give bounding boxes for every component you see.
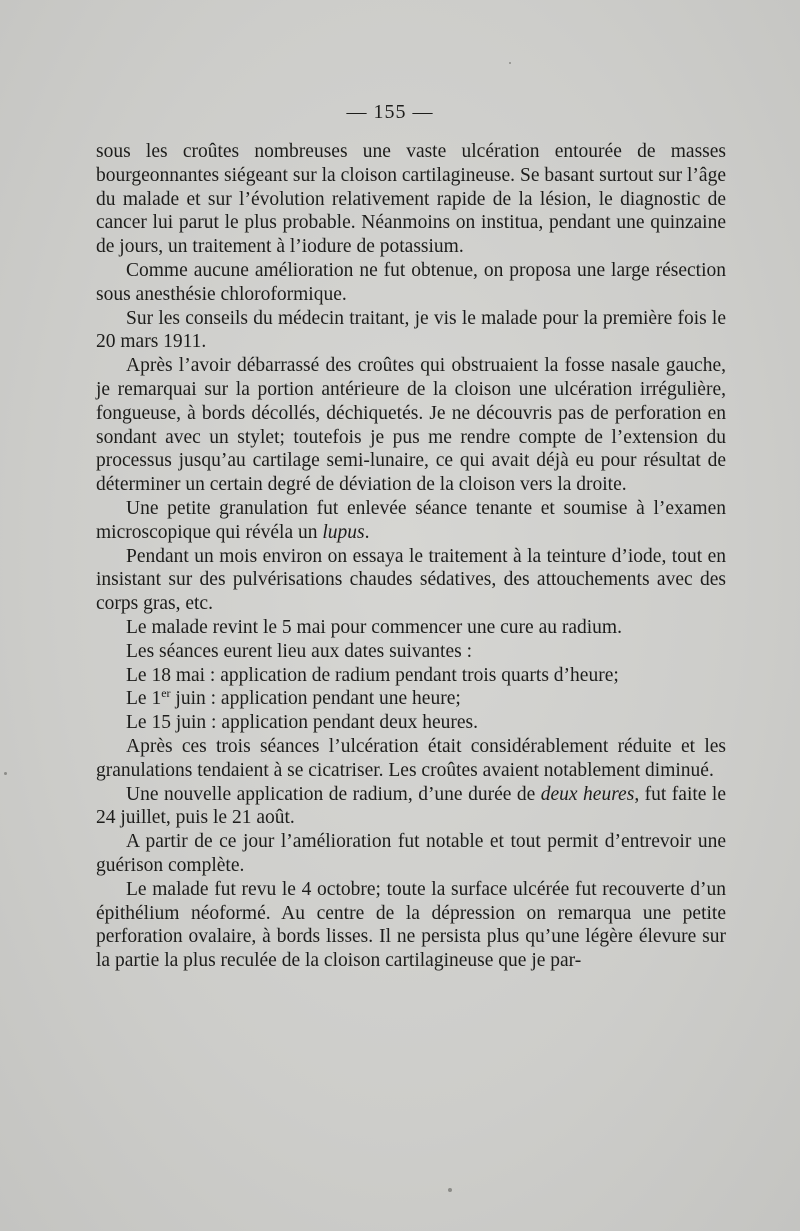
paragraph (96, 354, 726, 497)
paragraph (96, 307, 726, 355)
text-run: Sur les conseils du médecin traitant, je vis le malade pour la première fois le 20 mars 1911. (96, 307, 726, 353)
paper-speck (4, 772, 7, 775)
paper-speck (509, 62, 511, 64)
paragraph (96, 259, 726, 307)
paragraph (96, 640, 726, 664)
body-text (96, 140, 726, 973)
text-run: Après l’avoir débarrassé des croûtes qui obstruaient la fosse nasale gauche, je remarquai sur la portion antérieure de la cloison une ulcération irrégulière, fongueuse, à bords décollés, déchiquetés. Je ne découvris pas de perforation en sondant avec un stylet; toutefois je pus me rendre compte de l’extension du processus jusqu’au cartilage semi-lunaire, ce qui avait déjà eu pour résultat de déterminer un certain degré de déviation de la cloison vers la droite. (96, 355, 726, 496)
paragraph (96, 497, 726, 545)
text-run: Le 15 juin : application pendant deux heures. (126, 712, 478, 734)
paragraph (96, 711, 726, 735)
paper-speck (448, 1188, 452, 1192)
paragraph (96, 616, 726, 640)
text-run: Pendant un mois environ on essaya le traitement à la teinture d’iode, tout en insistant sur des pulvérisations chaudes sédatives, des attouchements avec des corps gras, etc. (96, 545, 726, 615)
text-run: Après ces trois séances l’ulcération était considérablement réduite et les granulations tendaient à se cicatriser. Les croûtes avaient notablement diminué. (96, 735, 726, 781)
page-number: — 155 — (346, 101, 434, 123)
text-run: juin : application pendant une heure; (170, 688, 461, 710)
text-run: Le 18 mai : application de radium pendant trois quarts d’heure; (126, 664, 619, 686)
paragraph (96, 878, 726, 973)
paragraph (96, 830, 726, 878)
paragraph (96, 735, 726, 783)
paragraph (96, 140, 726, 259)
paragraph (96, 687, 726, 711)
text-run: A partir de ce jour l’amélioration fut notable et tout permit d’entrevoir une guérison complète. (96, 831, 726, 876)
italic-term: lupus (322, 521, 365, 543)
text-run: . (364, 521, 370, 543)
paragraph (96, 545, 726, 616)
text-run: , fut faite le 24 juillet, puis le 21 août. (96, 783, 727, 829)
superscript: er (161, 686, 171, 701)
text-run: Une petite granulation fut enlevée séance tenante et soumise à l’examen microscopique qui révéla un (96, 497, 726, 543)
text-run: Le malade fut revu le 4 octobre; toute la surface ulcérée fut recouverte d’un épithélium néoformé. Au centre de la dépression on remarqua une petite perforation ovalaire, à bords lisses. Il ne persista plus qu’une légère élevure sur la partie la plus reculée de la cloison cartilagineuse que je par- (96, 878, 726, 972)
text-run: Le malade revint le 5 mai pour commencer une cure au radium. (126, 616, 622, 638)
paragraph (96, 783, 726, 831)
text-run: sous les croûtes nombreuses une vaste ulcération entourée de masses bourgeonnantes siégeant sur la cloison cartilagineuse. Se basant surtout sur l’âge du malade et sur l’évolution relativement rapide de la lésion, le diagnostic de cancer lui parut le plus probable. Néanmoins on institua, pendant une quinzaine de jours, un traitement à l’iodure de potassium. (96, 141, 726, 258)
text-run: Une nouvelle application de radium, d’une durée de (126, 783, 541, 805)
text-run: Comme aucune amélioration ne fut obtenue, on proposa une large résection sous anesthésie chloroformique. (96, 259, 726, 305)
italic-term: deux heures (540, 783, 635, 805)
paragraph (96, 664, 726, 688)
text-run: Le 1 (126, 688, 162, 710)
text-run: Les séances eurent lieu aux dates suivantes : (126, 640, 473, 662)
